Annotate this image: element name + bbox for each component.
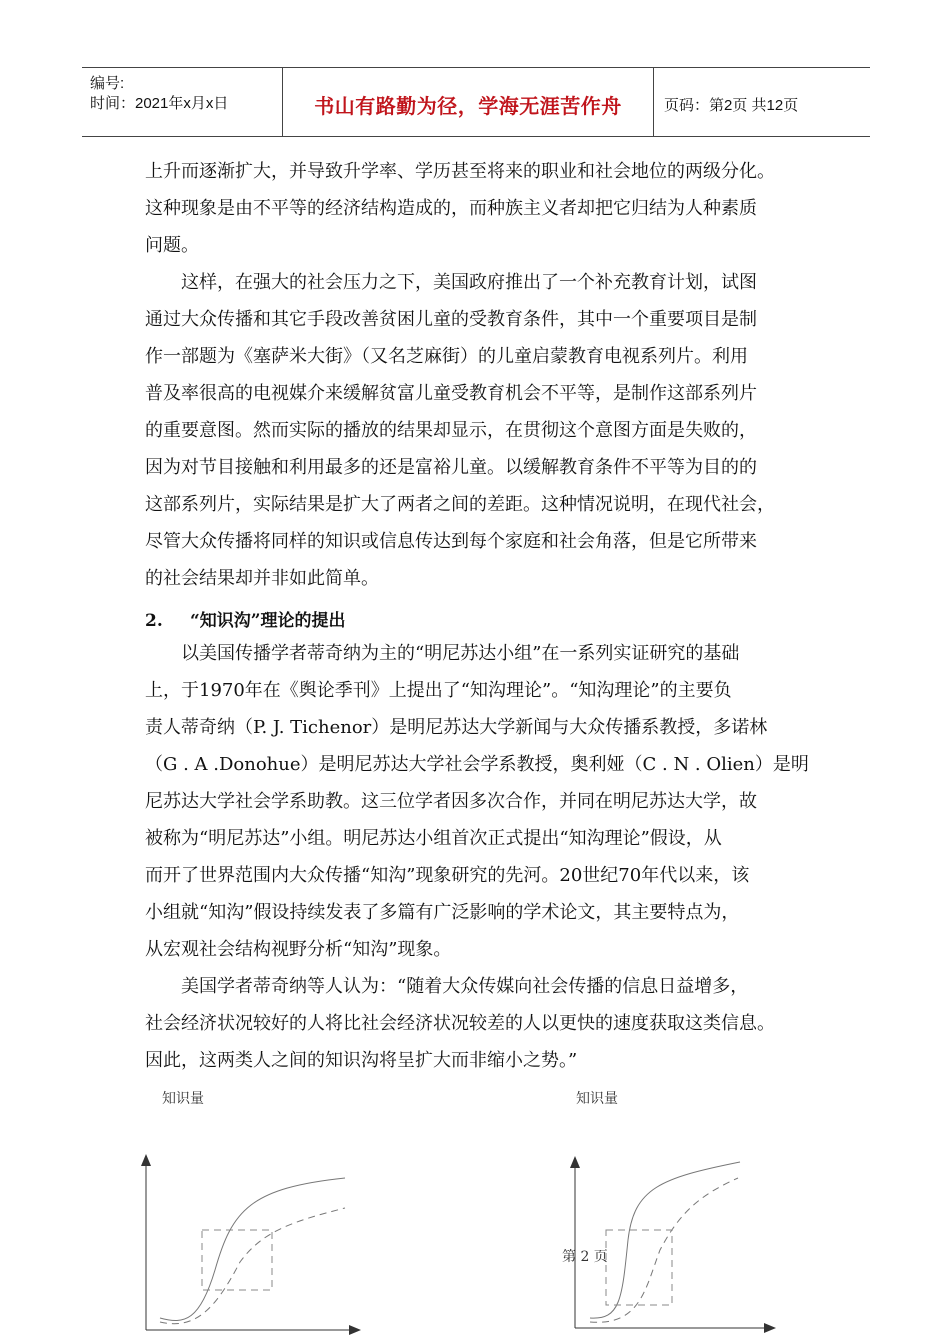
body-line: 这部系列片，实际结果是扩大了两者之间的差距。这种情况说明，在现代社会，: [145, 494, 775, 515]
body-line: 美国学者蒂奇纳等人认为：“随着大众传媒向社会传播的信息日益增多，: [181, 976, 749, 997]
body-line: 上，于1970年在《舆论季刊》上提出了“知沟理论”。“知沟理论”的主要负: [145, 680, 732, 701]
body-line: 问题。: [145, 235, 199, 256]
body-line: 这种现象是由不平等的经济结构造成的，而种族主义者却把它归结为人种素质: [145, 198, 757, 219]
body-line: 因为对节目接触和利用最多的还是富裕儿童。以缓解教育条件不平等为目的的: [145, 457, 757, 478]
right-axes: [575, 1162, 770, 1328]
motto: 书山有路勤为径，学海无涯苦作舟: [314, 94, 622, 118]
section-number: 2.: [145, 611, 163, 631]
body-line: 从宏观社会结构视野分析“知沟”现象。: [145, 939, 452, 960]
body-line: 被称为“明尼苏达”小组。明尼苏达小组首次正式提出“知沟理论”假设，从: [145, 828, 722, 849]
body-line: 尼苏达大学社会学系助教。这三位学者因多次合作，并同在明尼苏达大学，故: [145, 791, 757, 812]
body-line: 以美国传播学者蒂奇纳为主的“明尼苏达小组”在一系列实证研究的基础: [181, 643, 740, 664]
body-line: 因此，这两类人之间的知识沟将呈扩大而非缩小之势。”: [145, 1050, 578, 1071]
right-y-arrow: [570, 1156, 580, 1168]
right-figure-ylabel: 知识量: [576, 1091, 618, 1107]
left-figure-ylabel: 知识量: [162, 1091, 204, 1107]
body-line: （G . A .Donohue）是明尼苏达大学社会学系教授，奥利娅（C . N . Olien）是明: [145, 754, 809, 775]
page-info: 页码：第2页 共12页: [664, 97, 799, 114]
doc-number-label: 编号:: [90, 75, 125, 92]
right-lower-curve: [590, 1178, 738, 1322]
body-line: 责人蒂奇纳（P. J. Tichenor）是明尼苏达大学新闻与大众传播系教授，多诺林: [145, 717, 768, 738]
body-line: 普及率很高的电视媒介来缓解贫富儿童受教育机会不平等，是制作这部系列片: [145, 383, 757, 404]
body-line: 这样，在强大的社会压力之下，美国政府推出了一个补充教育计划，试图: [181, 272, 757, 293]
right-x-arrow: [764, 1323, 776, 1333]
right-gap-box: [606, 1230, 672, 1305]
body-line: 尽管大众传播将同样的知识或信息传达到每个家庭和社会角落，但是它所带来: [145, 531, 757, 552]
body-line: 而开了世界范围内大众传播“知沟”现象研究的先河。20世纪70年代以来，该: [145, 865, 750, 886]
body-line: 小组就“知沟”假设持续发表了多篇有广泛影响的学术论文，其主要特点为，: [145, 902, 740, 923]
footer-page-number: 第 2 页: [562, 1249, 608, 1265]
body-line: 通过大众传播和其它手段改善贫困儿童的受教育条件，其中一个重要项目是制: [145, 309, 757, 330]
body-line: 的重要意图。然而实际的播放的结果却显示，在贯彻这个意图方面是失败的，: [145, 420, 757, 441]
body-line: 的社会结果却并非如此简单。: [145, 568, 379, 589]
section-title: “知识沟”理论的提出: [190, 611, 346, 631]
date-line: 时间：2021年x月x日: [90, 95, 229, 112]
body-line: 上升而逐渐扩大，并导致升学率、学历甚至将来的职业和社会地位的两级分化。: [145, 161, 775, 182]
body-line: 社会经济状况较好的人将比社会经济状况较差的人以更快的速度获取这类信息。: [145, 1013, 775, 1034]
body-line: 作一部题为《塞萨米大街》（又名芝麻街）的儿童启蒙教育电视系列片。利用: [145, 346, 748, 367]
